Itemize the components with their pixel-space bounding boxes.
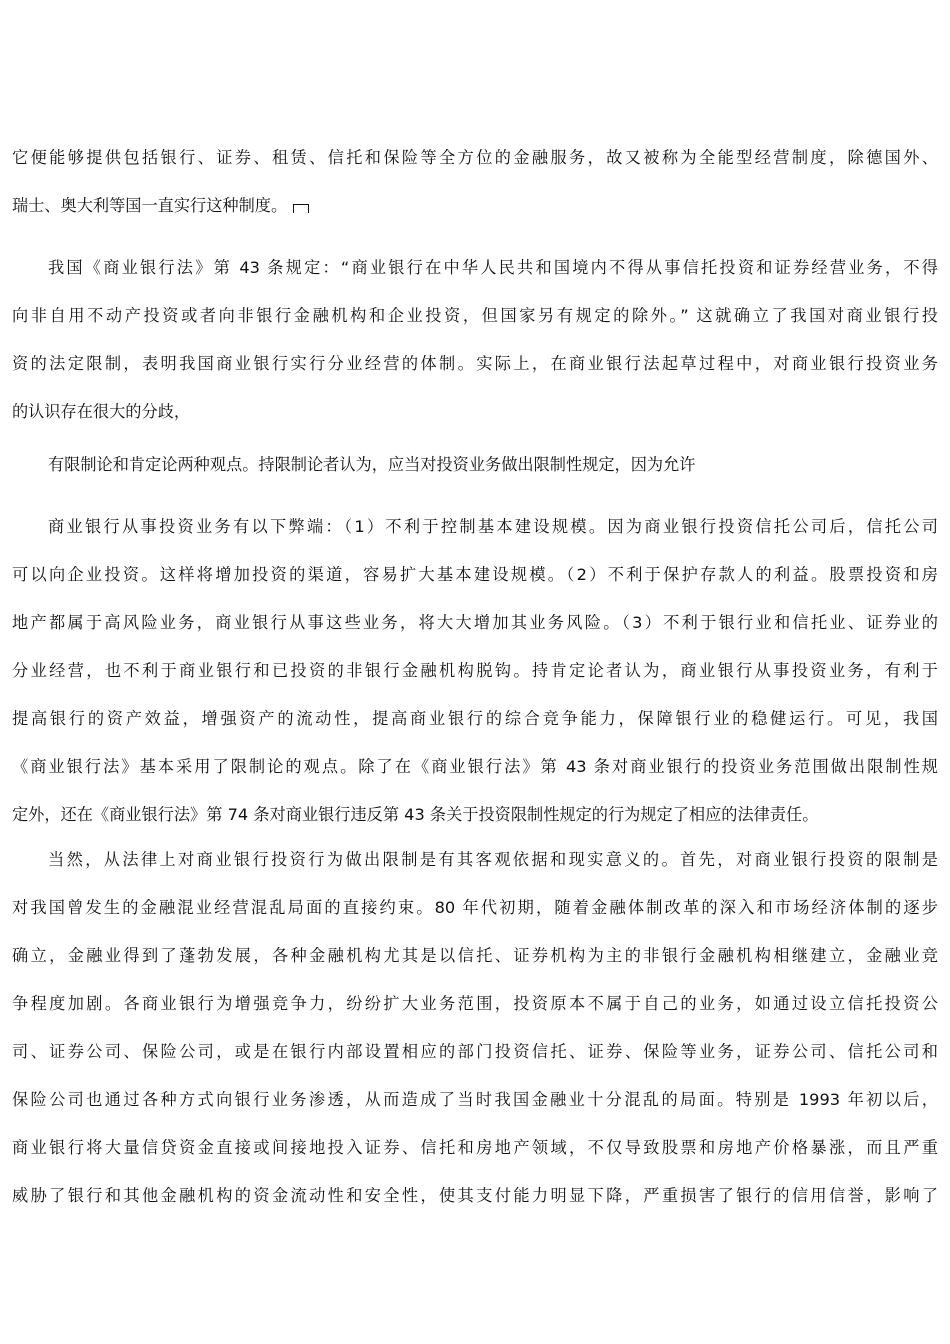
footnote-mark-icon [293,204,309,213]
text-line: 威胁了银行和其他金融机构的资金流动性和安全性，使其支付能力明显下降，严重损害了银行的信用信誉，影响了 [12,1186,938,1205]
text-line: 定外，还在《商业银行法》第 74 条对商业银行违反第 43 条关于投资限制性规定的行为规定了相应的法律责任。 [12,805,819,824]
text-line: 我国《商业银行法》第 43 条规定：“商业银行在中华人民共和国境内不得从事信托投资和证券经营业务，不得 [48,258,938,277]
text-line: 商业银行从事投资业务有以下弊端：（1）不利于控制基本建设规模。因为商业银行投资信托公司后，信托公司 [48,517,938,536]
text-line-with-note [12,182,938,230]
text-line: 保险公司也通过各种方式向银行业务渗透，从而造成了当时我国金融业十分混乱的局面。特别是 1993 年初以后， [12,1090,938,1109]
text-line: 提高银行的资产效益，增强资产的流动性，提高商业银行的综合竞争能力，保障银行业的稳健运行。可见，我国 [12,709,938,728]
text-line: 司、证券公司、保险公司，或是在银行内部设置相应的部门投资信托、证券、保险等业务，证券公司、信托公司和 [12,1042,938,1061]
text-line: 当然，从法律上对商业银行投资行为做出限制是有其客观依据和现实意义的。首先，对商业银行投资的限制是 [48,850,938,869]
paragraph-4 [12,503,938,839]
text-line: 它便能够提供包括银行、证券、租赁、信托和保险等全方位的金融服务，故又被称为全能型经营制度，除德国外、 [12,148,938,167]
text-line: 资的法定限制，表明我国商业银行实行分业经营的体制。实际上，在商业银行法起草过程中，对商业银行投资业务 [12,354,938,373]
text-line: 《商业银行法》基本采用了限制论的观点。除了在《商业银行法》第 43 条对商业银行的投资业务范围做出限制性规 [12,757,938,776]
text-line: 争程度加剧。各商业银行为增强竞争力，纷纷扩大业务范围，投资原本不属于自己的业务，如通过设立信托投资公 [12,994,938,1013]
text-line: 分业经营，也不利于商业银行和已投资的非银行金融机构脱钩。持肯定论者认为，商业银行从事投资业务，有利于 [12,661,938,680]
text-line: 有限制论和肯定论两种观点。持限制论者认为，应当对投资业务做出限制性规定，因为允许 [48,455,696,474]
text-line: 瑞士、奥大利等国一直实行这种制度。 [12,196,288,215]
text-line: 地产都属于高风险业务，商业银行从事这些业务，将大大增加其业务风险。（3）不利于银行业和信托业、证券业的 [12,613,938,632]
text-line: 确立，金融业得到了蓬勃发展，各种金融机构尤其是以信托、证券机构为主的非银行金融机构相继建立，金融业竞 [12,946,938,965]
paragraph-1 [12,134,938,230]
paragraph-3 [12,441,938,489]
text-line: 向非自用不动产投资或者向非银行金融机构和企业投资，但国家另有规定的除外。” 这就确立了我国对商业银行投 [12,306,938,325]
text-line: 商业银行将大量信贷资金直接或间接地投入证券、信托和房地产领域，不仅导致股票和房地产价格暴涨，而且严重 [12,1138,938,1157]
paragraph-2 [12,244,938,436]
text-line: 对我国曾发生的金融混业经营混乱局面的直接约束。80 年代初期，随着金融体制改革的深入和市场经济体制的逐步 [12,898,938,917]
text-line: 可以向企业投资。这样将增加投资的渠道，容易扩大基本建设规模。（2）不利于保护存款人的利益。股票投资和房 [12,565,938,584]
paragraph-5 [12,836,938,1220]
text-line: 的认识存在很大的分歧， [12,402,191,421]
